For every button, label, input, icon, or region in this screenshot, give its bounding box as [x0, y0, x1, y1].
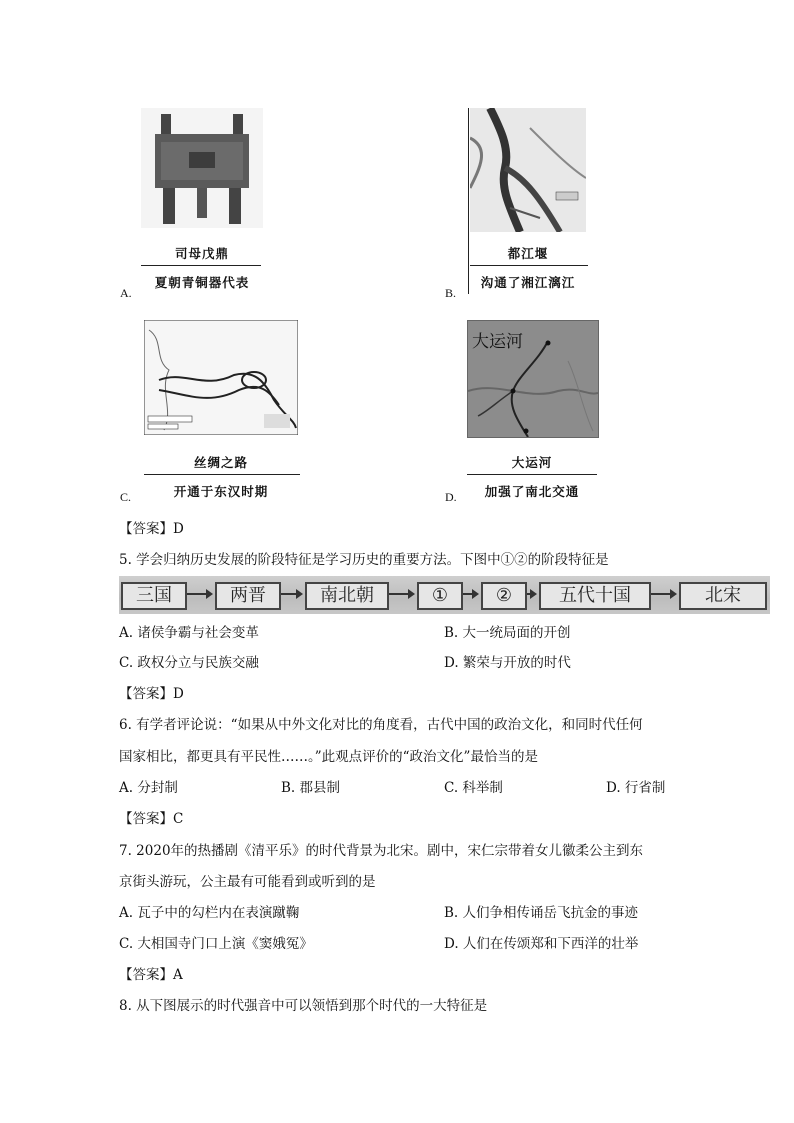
option-letter-d: D. — [445, 490, 457, 504]
silk-road-map-icon — [144, 320, 298, 435]
option-letter-a: A. — [120, 286, 132, 300]
q5-question: 5. 学会归纳历史发展的阶段特征是学习历史的重要方法。下图中①②的阶段特征是 — [119, 552, 609, 568]
flow-arrow-icon — [389, 593, 413, 595]
q7-option-d[interactable]: D. 人们在传颂郑和下西洋的壮举 — [444, 936, 639, 952]
image-b-border — [468, 108, 469, 294]
q8-question: 8. 从下图展示的时代强音中可以领悟到那个时代的一大特征是 — [119, 998, 488, 1014]
q7-option-a[interactable]: A. 瓦子中的勾栏内在表演蹴鞠 — [119, 905, 300, 921]
image-b-description: 沟通了湘江漓江 — [480, 275, 576, 290]
image-b-divider — [470, 265, 588, 266]
map-label: 大运河 — [472, 332, 523, 352]
image-d-grand-canal-map — [467, 320, 599, 438]
q6-option-b[interactable]: B. 郡县制 — [281, 780, 341, 796]
q4-answer: 【答案】D — [119, 521, 184, 537]
flow-step-4: ① — [417, 582, 463, 610]
flow-step-2: 两晋 — [215, 582, 281, 610]
option-letter-b: B. — [445, 286, 457, 300]
image-a-title: 司母戊鼎 — [174, 246, 229, 261]
flow-step-3: 南北朝 — [305, 582, 389, 610]
image-c-title: 丝绸之路 — [193, 455, 248, 470]
q5-option-d[interactable]: D. 繁荣与开放的时代 — [444, 655, 571, 671]
flow-step-1: 三国 — [121, 582, 187, 610]
q6-option-a[interactable]: A. 分封制 — [119, 780, 178, 796]
flow-step-5: ② — [481, 582, 527, 610]
q6-question-line1: 6. 有学者评论说：“如果从中外文化对比的角度看，古代中国的政治文化，和同时代任何 — [119, 717, 643, 733]
image-b-title: 都江堰 — [507, 246, 549, 261]
flow-step-6: 五代十国 — [539, 582, 651, 610]
image-d-title: 大运河 — [511, 455, 553, 470]
q7-question-line2: 京街头游玩，公主最有可能看到或听到的是 — [119, 874, 376, 890]
image-a-description: 夏朝青铜器代表 — [154, 275, 250, 290]
image-c-divider — [144, 474, 300, 475]
river-map-icon — [470, 108, 586, 232]
q7-option-b[interactable]: B. 人们争相传诵岳飞抗金的事迹 — [444, 905, 639, 921]
q6-option-d[interactable]: D. 行省制 — [606, 780, 666, 796]
q6-question-line2: 国家相比，都更具有平民性……。”此观点评价的“政治文化”最恰当的是 — [119, 749, 538, 765]
q5-answer: 【答案】D — [119, 686, 184, 702]
image-d-description: 加强了南北交通 — [484, 484, 580, 499]
image-c-description: 开通于东汉时期 — [173, 484, 269, 499]
bronze-ding-icon — [141, 108, 263, 228]
q6-option-c[interactable]: C. 科举制 — [444, 780, 503, 796]
flow-step-7: 北宋 — [679, 582, 767, 610]
q7-question-line1: 7. 2020年的热播剧《清平乐》的时代背景为北宋。剧中，宋仁宗带着女儿徽柔公主到东 — [119, 843, 644, 859]
image-a-ding — [141, 108, 263, 228]
image-a-divider — [141, 265, 261, 266]
flow-arrow-icon — [281, 593, 301, 595]
q5-option-b[interactable]: B. 大一统局面的开创 — [444, 625, 571, 641]
q5-timeline-flow — [119, 576, 770, 614]
q7-answer: 【答案】A — [119, 967, 183, 983]
q5-option-c[interactable]: C. 政权分立与民族交融 — [119, 655, 259, 671]
image-c-silk-road-map — [144, 320, 298, 435]
q7-option-c[interactable]: C. 大相国寺门口上演《窦娥冤》 — [119, 936, 313, 952]
q6-answer: 【答案】C — [119, 811, 184, 827]
flow-arrow-icon — [527, 593, 535, 595]
flow-arrow-icon — [187, 593, 211, 595]
option-letter-c: C. — [120, 490, 132, 504]
flow-arrow-icon — [463, 593, 477, 595]
image-d-divider — [467, 474, 597, 475]
flow-arrow-icon — [651, 593, 675, 595]
image-b-dujiangyan-map — [470, 108, 586, 232]
q5-option-a[interactable]: A. 诸侯争霸与社会变革 — [119, 625, 259, 641]
